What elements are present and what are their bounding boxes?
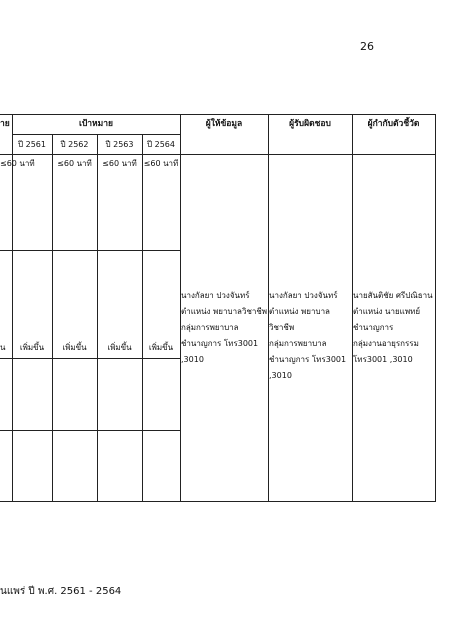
- target-cell: เพิ่มขึ้น: [107, 343, 132, 352]
- target-cell: เพิ่มขึ้น: [19, 343, 45, 352]
- responsible-line: ตำแหน่ง พยาบาล: [269, 307, 330, 316]
- target-cell: ≤60 นาที: [0, 159, 35, 168]
- col-divider: [12, 114, 13, 502]
- year-header: ปี 2562: [60, 140, 89, 149]
- target-header: เป้าหมาย: [78, 119, 114, 129]
- provider-header: ผู้ให้ข้อมูล: [205, 119, 243, 129]
- target-cell: เพิ่มขึ้น: [148, 343, 174, 352]
- page-number: 26: [360, 40, 374, 53]
- table-border-right: [435, 114, 436, 502]
- year-header: ปี 2563: [105, 140, 134, 149]
- col-divider: [142, 134, 143, 502]
- provider-line: ชำนาญการ โทร3001: [181, 339, 259, 348]
- provider-line: ตำแหน่ง พยาบาลวิชาชีพ: [181, 307, 268, 316]
- provider-line: กลุ่มการพยาบาล: [181, 323, 239, 332]
- year-header: ปี 2564: [147, 140, 175, 149]
- year-header-divider: [12, 134, 180, 135]
- supervisor-line: กลุ่มงานอายุรกรรม: [353, 339, 419, 348]
- target-cell: เพิ่มขึ้น: [62, 343, 87, 352]
- supervisor-line: โทร3001 ,3010: [353, 355, 413, 364]
- supervisor-header: ผู้กำกับตัวชี้วัด: [367, 119, 420, 129]
- supervisor-line: ชำนาญการ: [353, 323, 394, 332]
- indicator-table: [0, 114, 436, 502]
- target-cell: ≤60 นาที: [143, 159, 179, 168]
- provider-line: นางกัลยา ปวงจันทร์: [181, 291, 250, 300]
- provider-line: ,3010: [181, 355, 204, 364]
- responsible-line: นางกัลยา ปวงจันทร์: [269, 291, 338, 300]
- responsible-line: กลุ่มการพยาบาล: [269, 339, 327, 348]
- header-bottom-line: [0, 154, 436, 155]
- supervisor-line: ตำแหน่ง นายแพทย์: [353, 307, 421, 316]
- responsible-line: วิชาชีพ: [269, 323, 295, 332]
- responsible-line: ชำนาญการ โทร3001: [269, 355, 347, 364]
- row-divider: [0, 250, 180, 251]
- supervisor-line: นายสันติชัย ศรีปณิธาน: [353, 291, 433, 300]
- col-divider: [97, 134, 98, 502]
- responsible-header: ผู้รับผิดชอบ: [289, 119, 331, 129]
- target-cell: ≤60 นาที: [57, 159, 92, 168]
- year-header: ปี 2561: [18, 140, 46, 149]
- page-footer: นแพร่ ปี พ.ศ. 2561 - 2564: [0, 586, 122, 597]
- responsible-line: ,3010: [269, 371, 292, 380]
- left-column-header-partial: าย: [0, 119, 10, 129]
- row-divider: [0, 430, 180, 431]
- target-cell: น: [0, 343, 6, 352]
- row-divider: [0, 358, 180, 359]
- table-border-bottom: [0, 501, 436, 502]
- target-cell: ≤60 นาที: [102, 159, 137, 168]
- table-border-top: [0, 114, 436, 115]
- col-divider: [52, 134, 53, 502]
